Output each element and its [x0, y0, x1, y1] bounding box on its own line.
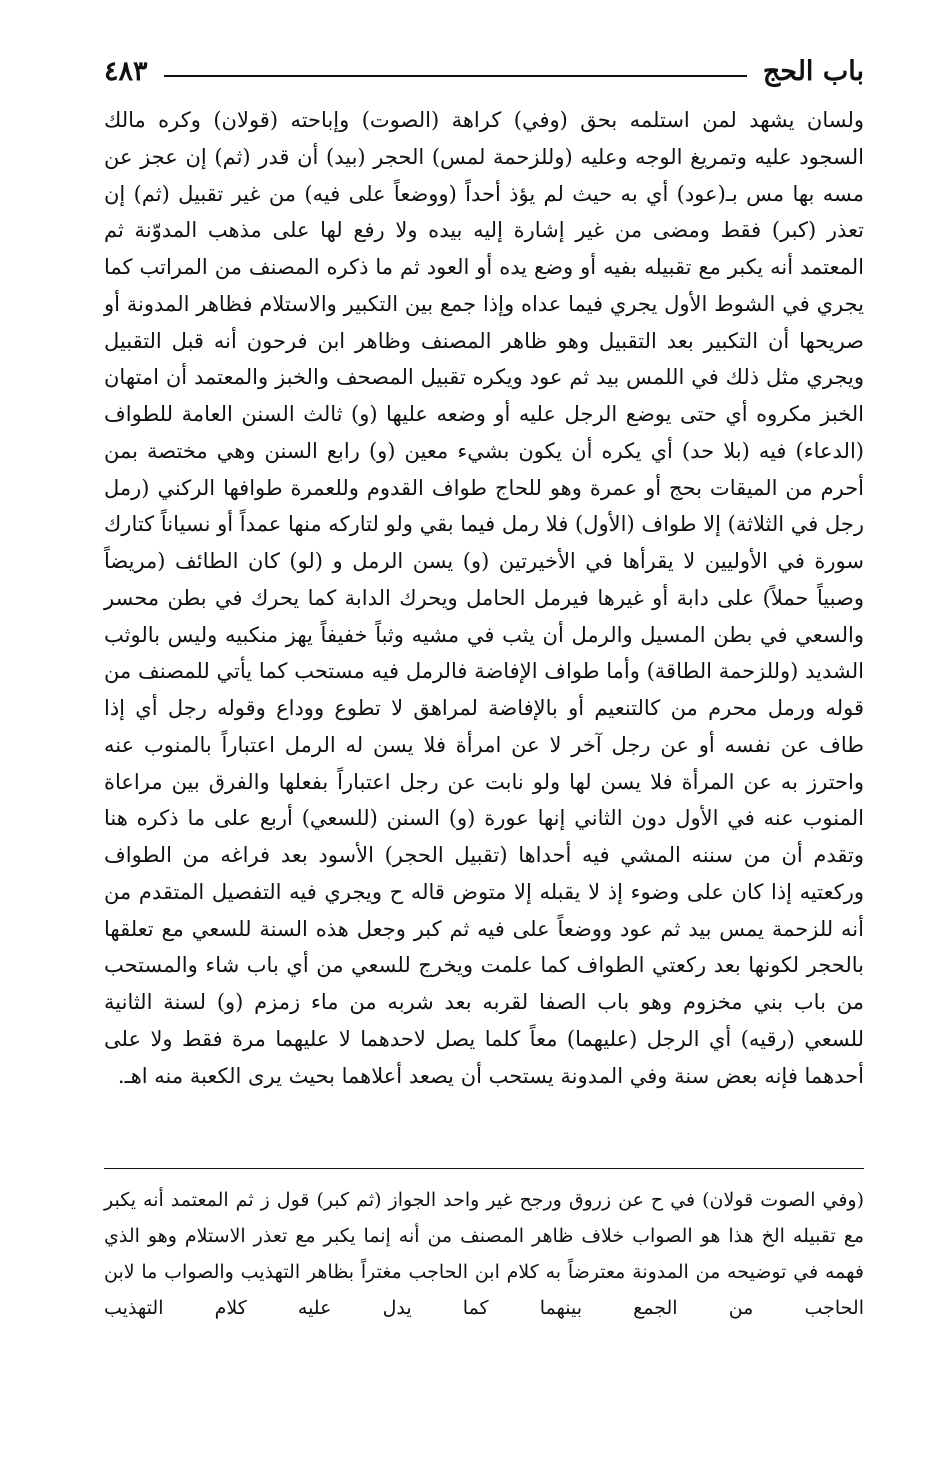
main-text: ولسان يشهد لمن استلمه بحق (وفي) كراهة (الصوت) وإباحته (قولان) وكره مالك السجود عليه وتمريغ الوجه وعليه (وللزحمة لمس) الحجر (بيد) أن قدر (ثم) إن عجز عن مسه بها مس بـ(عود) أي به حيث لم يؤذ أحداً (ووضعاً على فيه) من غير تقبيل (ثم) إن تعذر (كبر) فقط ومضى من غير إشارة إليه بيده ولا رفع لها على مذهب المدوّنة ثم المعتمد أنه يكبر مع تقبيله بفيه أو وضع يده أو العود ثم ما ذكره المصنف من المراتب كما يجري في الشوط الأول يجري فيما عداه وإذا جمع بين التكبير والاستلام فظاهر المدونة أو صريحها أن التكبير بعد التقبيل وهو ظاهر المصنف وظاهر ابن فرحون أنه قبل التقبيل ويجري مثل ذلك في اللمس بيد ثم عود ويكره تقبيل المصحف والخبز والمعتمد أن امتهان الخبز مكروه أي حتى يوضع الرجل عليه أو وضعه عليها (و) ثالث السنن العامة للطواف (الدعاء) فيه (بلا حد) أي يكره أن يكون بشيء معين (و) رابع السنن وهي مختصة بمن أحرم من الميقات بحج أو عمرة وهو للحاج طواف القدوم وللعمرة طوافها الركني (رمل رجل في الثلاثة) إلا طواف (الأول) فلا رمل فيما بقي ولو لتاركه منها عمداً أو نسياناً كتارك سورة في الأوليين لا يقرأها في الأخيرتين (و) يسن الرمل و (لو) كان الطائف (مريضاً وصبياً حملاً) على دابة أو غيرها فيرمل الحامل ويحرك الدابة كما يحرك في بطن محسر والسعي في بطن المسيل والرمل أن يثب في مشيه وثباً خفيفاً يهز منكبيه وليس بالوثب الشديد (وللزحمة الطاقة) وأما طواف الإفاضة فالرمل فيه مستحب كما يأتي للمصنف من قوله ورمل محرم من كالتنعيم أو بالإفاضة لمراهق لا تطوع ووداع وقوله رجل أي إذا طاف عن نفسه أو عن رجل آخر لا عن امرأة فلا يسن له الرمل اعتباراً بالمنوب عنه واحترز به عن المرأة فلا يسن لها ولو نابت عن رجل اعتباراً بفعلها والفرق بين مراعاة المنوب عنه في الأول دون الثاني إنها عورة (و) السنن (للسعي) أربع على ما ذكره هنا وتقدم أن من سننه المشي فيه أحداها (تقبيل الحجر) الأسود بعد فراغه من الطواف وركعتيه إذا كان على وضوء إذ لا يقبله إلا متوض قاله ح ويجري فيه التفصيل المتقدم من أنه للزحمة يمس بيد ثم عود ووضعاً على فيه ثم كبر وجعل هذه السنة للسعي مع تعلقها بالحجر لكونها بعد ركعتي الطواف كما علمت ويخرج للسعي من أي باب شاء والمستحب من باب بني مخزوم وهو باب الصفا لقربه بعد شربه من ماء زمزم (و) لسنة الثانية للسعي (رقيه) أي الرجل (عليهما) معاً كلما يصل لاحدهما لا عليهما مرة فقط ولا على أحدهما فإنه بعض سنة وفي المدونة يستحب أن يصعد أعلاهما بحيث يرى الكعبة منه اهـ.	[104, 108, 864, 1088]
running-title: باب الحج	[762, 55, 864, 87]
footnote-divider	[104, 1168, 864, 1169]
header-rule	[164, 75, 747, 77]
page-number: ٤٨٣	[104, 55, 148, 87]
page-header	[104, 46, 864, 96]
footnote-text: (وفي الصوت قولان) في ح عن زروق ورجح غير واحد الجواز (ثم كبر) قول ز ثم المعتمد أنه يكبر مع تقبيله الخ هذا هو الصواب خلاف ظاهر المصنف من أنه إنما يكبر مع تعذر الاستلام وهو الذي فهمه في توضيحه من المدونة معترضاً به كلام ابن الحاجب مغتراً بظاهر التهذيب والصواب ما لابن الحاجب من الجمع بينهما كما يدل عليه كلام التهذيب	[104, 1189, 864, 1319]
